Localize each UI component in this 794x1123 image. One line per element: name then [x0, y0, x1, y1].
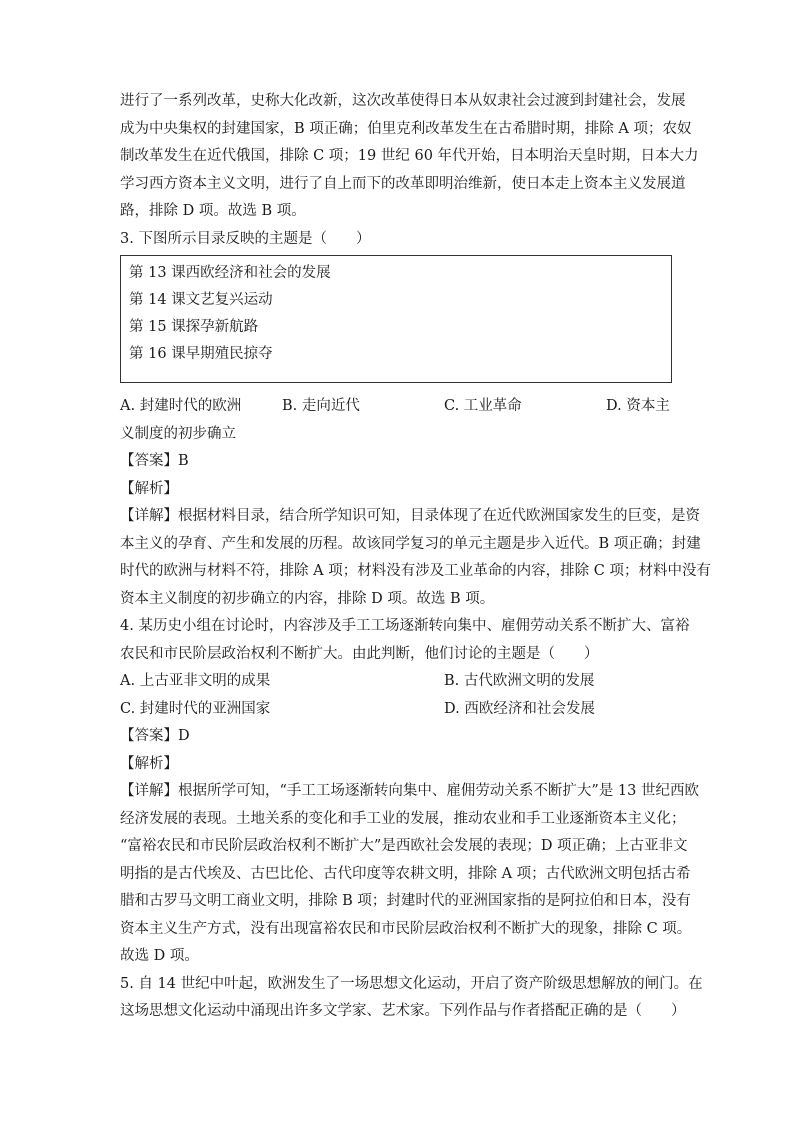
- text-line: 腊和古罗马文明工商业文明，排除 B 项；封建时代的亚洲国家指的是阿拉伯和日本，没有: [120, 893, 691, 909]
- option-d: D. 资本主: [606, 398, 670, 414]
- text-line: 学习西方资本主义文明，进行了自上而下的改革即明治维新，使日本走上资本主义发展道: [120, 175, 686, 192]
- text-line: 路，排除 D 项。故选 B 项。: [120, 203, 306, 219]
- option-a: A. 上古亚非文明的成果: [120, 673, 271, 689]
- text-line: “富裕农民和市民阶层政治权利不断扩大”是西欧社会发展的表现；D 项正确；上古亚非文: [120, 838, 688, 854]
- detail-paragraph: [120, 778, 699, 971]
- question-3-stem: 3. 下图所示目录反映的主题是（ ）: [120, 230, 371, 247]
- question-3-options: [120, 393, 680, 421]
- option-c: C. 工业革命: [444, 398, 522, 414]
- analysis-label: 【解析】: [120, 755, 178, 772]
- text-line: 时代的欧洲与材料不符，排除 A 项；材料没有涉及工业革命的内容，排除 C 项；材料中没有: [120, 563, 711, 579]
- document-page: [120, 88, 711, 1026]
- option-c: C. 封建时代的亚洲国家: [120, 700, 271, 717]
- intro-paragraph: [120, 88, 699, 226]
- text-line: 明指的是古代埃及、古巴比伦、古代印度等农耕文明，排除 A 项；古代欧洲文明包括古希: [120, 865, 691, 882]
- option-d: D. 西欧经济和社会发展: [444, 700, 595, 717]
- text-line: 【详解】根据材料目录，结合所学知识可知，目录体现了在近代欧洲国家发生的巨变，是资: [120, 508, 700, 524]
- text-line: 这场思想文化运动中涌现出许多文学家、艺术家。下列作品与作者搭配正确的是（ ）: [120, 1003, 686, 1019]
- toc-item: 第 15 课探孕新航路: [129, 319, 259, 335]
- text-line: 本主义的孕育、产生和发展的历程。故该同学复习的单元主题是步入近代。B 项正确；封建: [120, 535, 701, 552]
- text-line: 4. 某历史小组在讨论时，内容涉及手工工场逐渐转向集中、雇佣劳动关系不断扩大、富裕: [120, 618, 690, 634]
- analysis-label: 【解析】: [120, 480, 178, 497]
- text-line: 制改革发生在近代俄国，排除 C 项；19 世纪 60 年代开始，日本明治天皇时期，日本大力: [120, 148, 699, 164]
- option-a: A. 封建时代的欧洲: [120, 398, 242, 414]
- text-line: 资本主义生产方式，没有出现富裕农民和市民阶层政治权利不断扩大的现象，排除 C 项。: [120, 920, 692, 937]
- text-line: 进行了一系列改革，史称大化改新，这次改革使得日本从奴隶社会过渡到封建社会，发展: [120, 93, 686, 109]
- option-d-continuation: 义制度的初步确立: [120, 425, 236, 442]
- toc-item: 第 14 课文艺复兴运动: [129, 292, 273, 308]
- question-5-stem: [120, 971, 703, 1026]
- detail-paragraph: [120, 503, 711, 613]
- text-line: 农民和市民阶层政治权利不断扩大。由此判断，他们讨论的主题是（ ）: [120, 645, 599, 662]
- question-4-options-row-2: [120, 696, 680, 724]
- option-b: B. 古代欧洲文明的发展: [444, 673, 595, 689]
- text-line: 【详解】根据所学可知，“手工工场逐渐转向集中、雇佣劳动关系不断扩大”是 13 世纪西欧: [120, 783, 699, 799]
- question-4-stem: [120, 613, 690, 668]
- text-line: 故选 D 项。: [120, 948, 199, 964]
- answer-label: 【答案】B: [120, 453, 189, 469]
- option-b: B. 走向近代: [282, 398, 360, 414]
- toc-item: 第 16 课早期殖民掠夺: [129, 346, 273, 362]
- answer-label: 【答案】D: [120, 728, 190, 744]
- text-line: 资本主义制度的初步确立的内容，排除 D 项。故选 B 项。: [120, 590, 495, 607]
- text-line: 经济发展的表现。土地关系的变化和手工业的发展，推动农业和手工业逐渐资本主义化；: [120, 810, 686, 827]
- toc-item: 第 13 课西欧经济和社会的发展: [129, 265, 331, 281]
- question-4-options-row-1: [120, 668, 680, 696]
- text-line: 5. 自 14 世纪中叶起，欧洲发生了一场思想文化运动，开启了资产阶级思想解放的闸门。在: [120, 975, 703, 992]
- text-line: 成为中央集权的封建国家，B 项正确；伯里克利改革发生在古希腊时期，排除 A 项；农奴: [120, 120, 692, 137]
- table-of-contents-box: [120, 255, 672, 383]
